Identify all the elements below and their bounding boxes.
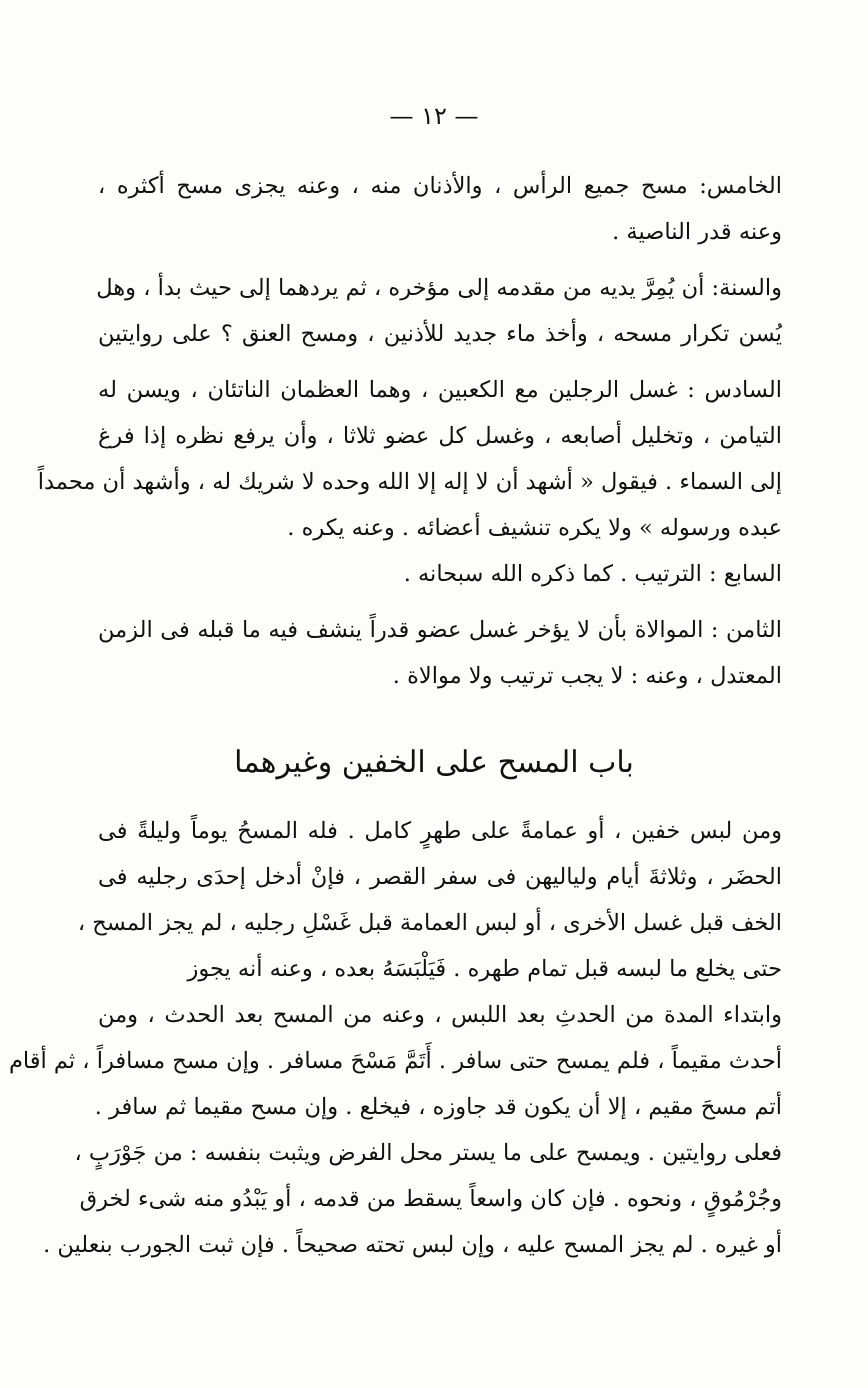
text-line: الحضَر ، وثلاثةَ أيام ولياليهن فى سفر القصر ، فإنْ أدخل إحدَى رجليه فى xyxy=(98,864,782,890)
text-line: المعتدل ، وعنه : لا يجب ترتيب ولا موالاة . xyxy=(392,663,782,689)
text-line: وابتداء المدة من الحدثِ بعد اللبس ، وعنه من المسح بعد الحدث ، ومن xyxy=(98,1002,782,1028)
text-line: التيامن ، وتخليل أصابعه ، وغسل كل عضو ثلاثا ، وأن يرفع نظره إذا فرغ xyxy=(98,423,782,449)
text-line: والسنة: أن يُمِرَّ يديه من مقدمه إلى مؤخره ، ثم يردهما إلى حيث بدأ ، وهل xyxy=(96,275,782,301)
chapter-heading: باب المسح على الخفين وغيرهما xyxy=(234,745,634,780)
text-line: يُسن تكرار مسحه ، وأخذ ماء جديد للأذنين ، ومسح العنق ؟ على روايتين xyxy=(98,321,782,347)
text-line: فعلى روايتين . ويمسح على ما يستر محل الفرض ويثبت بنفسه : من جَوْرَبٍ ، xyxy=(74,1140,782,1166)
text-line: أحدث مقيماً ، فلم يمسح حتى سافر . أَتَمَّ مَسْحَ مسافر . وإن مسح مسافراً ، ثم أقام xyxy=(8,1048,782,1074)
text-line: حتى يخلع ما لبسه قبل تمام طهره . فَيَلْبَسَهُ بعده ، وعنه أنه يجوز xyxy=(187,956,782,982)
text-line: الثامن : الموالاة بأن لا يؤخر غسل عضو قدراً ينشف فيه ما قبله فى الزمن xyxy=(98,617,782,643)
text-line: أو غيره . لم يجز المسح عليه ، وإن لبس تحته صحيحاً . فإن ثبت الجورب بنعلين . xyxy=(43,1232,782,1258)
text-line: الخف قبل غسل الأخرى ، أو لبس العمامة قبل غَسْلِ رجليه ، لم يجز المسح ، xyxy=(77,910,782,936)
text-line: وعنه قدر الناصية . xyxy=(612,219,782,245)
text-line: وجُرْمُوقٍ ، ونحوه . فإن كان واسعاً يسقط من قدمه ، أو يَبْدُو منه شىء لخرق xyxy=(79,1186,782,1212)
text-line: السادس : غسل الرجلين مع الكعبين ، وهما العظمان الناتئان ، ويسن له xyxy=(98,377,782,403)
text-line: الخامس: مسح جميع الرأس ، والأذنان منه ، وعنه يجزى مسح أكثره ، xyxy=(98,173,782,199)
text-line: ومن لبس خفين ، أو عمامةً على طهرٍ كامل . فله المسحُ يوماً وليلةً فى xyxy=(98,818,782,844)
khuffain-text-section xyxy=(8,808,782,1268)
fiqh-text-section xyxy=(37,163,782,699)
text-line: أتم مسحَ مقيم ، إلا أن يكون قد جاوزه ، فيخلع . وإن مسح مقيما ثم سافر . xyxy=(94,1094,782,1120)
page-number: — ١٢ — xyxy=(389,102,479,130)
text-line: السابع : الترتيب . كما ذكره الله سبحانه . xyxy=(403,561,782,587)
text-line: عبده ورسوله » ولا يكره تنشيف أعضائه . وعنه يكره . xyxy=(287,515,782,541)
text-line: إلى السماء . فيقول « أشهد أن لا إله إلا الله وحده لا شريك له ، وأشهد أن محمداً xyxy=(37,469,782,495)
